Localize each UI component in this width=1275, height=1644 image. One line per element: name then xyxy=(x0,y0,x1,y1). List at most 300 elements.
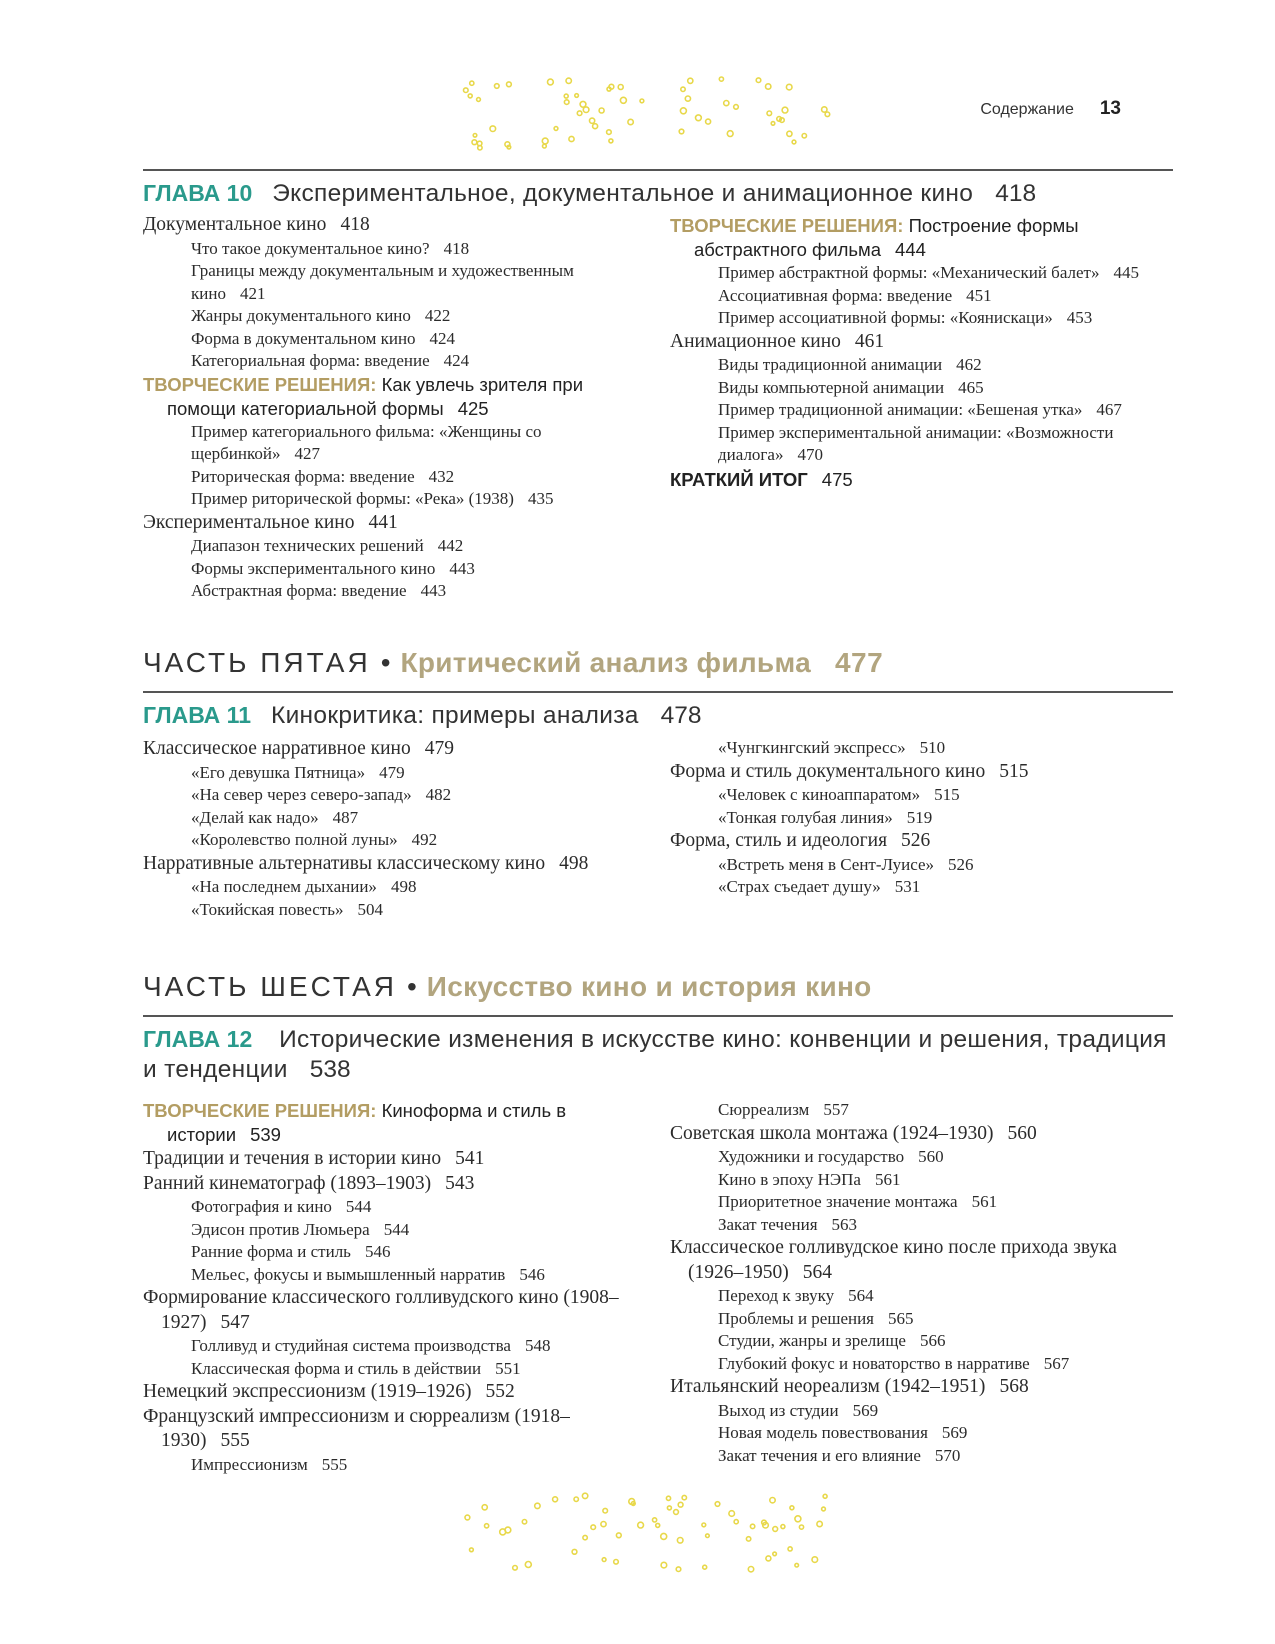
entry-title: Категориальная форма: введение xyxy=(191,351,430,370)
toc-subsection-entry xyxy=(670,1353,1160,1376)
decorative-dot xyxy=(468,94,472,98)
entry-page-number: 560 xyxy=(1007,1122,1037,1144)
entry-title: «Страх съедает душу» xyxy=(718,877,881,896)
entry-page-number: 510 xyxy=(919,738,946,757)
toc-section-entry xyxy=(143,852,633,877)
entry-title: Пример абстрактной формы: «Механический балет» xyxy=(718,263,1100,282)
entry-title: Приоритетное значение монтажа xyxy=(718,1192,958,1211)
entry-page-number: 548 xyxy=(524,1336,551,1355)
toc-subsection-entry xyxy=(670,422,1160,467)
entry-title: «Встреть меня в Сент-Луисе» xyxy=(718,854,935,874)
entry-title: Немецкий экспрессионизм (1919–1926) xyxy=(143,1381,472,1402)
decorative-dot xyxy=(795,1563,799,1567)
decorative-dot xyxy=(513,1566,518,1571)
decorative-dot xyxy=(825,112,830,117)
decorative-dot xyxy=(750,1524,754,1528)
page-number: 13 xyxy=(1099,98,1121,119)
entry-page-number: 566 xyxy=(919,1331,946,1350)
decorative-dot xyxy=(583,1535,587,1539)
decorative-dot xyxy=(823,1494,827,1498)
toc-section-entry xyxy=(143,1147,633,1172)
entry-page-number: 498 xyxy=(390,877,417,896)
entry-title: Пример риторической формы: «Река» (1938) xyxy=(191,489,514,508)
entry-title: Абстрактная форма: введение xyxy=(191,581,407,600)
decorative-dot xyxy=(674,1510,679,1515)
toc-subsection-entry xyxy=(670,1308,1160,1331)
decorative-dot xyxy=(548,79,554,85)
entry-page-number: 564 xyxy=(848,1286,874,1305)
decorative-dot xyxy=(465,1515,470,1520)
chapter12-rule xyxy=(143,1015,1173,1017)
entry-title: Художники и государство xyxy=(718,1147,905,1166)
toc-subsection-entry xyxy=(143,1454,633,1477)
toc-section-entry xyxy=(143,1405,633,1454)
entry-title: Закат течения xyxy=(718,1214,818,1234)
entry-page-number: 564 xyxy=(802,1261,832,1283)
creative-solutions-label: ТВОРЧЕСКИЕ РЕШЕНИЯ: xyxy=(143,1100,377,1121)
entry-page-number: 422 xyxy=(424,306,451,325)
decorative-dot xyxy=(603,1508,608,1513)
decorative-dot xyxy=(607,130,612,135)
decorative-dot xyxy=(577,111,582,116)
toc-subsection-entry xyxy=(143,535,633,558)
entry-title: Пример категориального фильма: «Женщины со щербинкой» xyxy=(191,421,542,463)
part5-bullet: • xyxy=(380,647,391,678)
entry-title: «Человек с киноаппаратом» xyxy=(718,785,921,804)
decorative-dot xyxy=(599,108,604,113)
decorative-dot xyxy=(601,1522,606,1527)
entry-page-number: 569 xyxy=(941,1423,968,1442)
decorative-dot xyxy=(482,1505,487,1510)
decorative-dot xyxy=(495,84,500,89)
entry-title: Пример традиционной анимации: «Бешеная утка» xyxy=(718,400,1083,419)
entry-title: Экспериментальное кино xyxy=(143,511,355,533)
chapter12-title: Исторические изменения в искусстве кино: конвенции и решения, традиция и тенденции xyxy=(143,1026,1167,1083)
toc-subsection-entry xyxy=(670,285,1160,308)
decorative-dot xyxy=(580,101,586,107)
entry-page-number: 425 xyxy=(457,397,489,419)
decorative-dot xyxy=(734,105,739,110)
entry-page-number: 453 xyxy=(1066,308,1093,327)
decorative-dot xyxy=(706,1534,710,1538)
decorative-dot xyxy=(607,87,611,91)
entry-page-number: 546 xyxy=(364,1242,391,1261)
part5-page: 477 xyxy=(834,647,884,678)
entry-title: «Токийская повесть» xyxy=(191,899,344,919)
chapter12-label: ГЛАВА 12 xyxy=(143,1026,253,1052)
toc-subsection-entry xyxy=(143,1335,633,1358)
entry-title: Диапазон технических решений xyxy=(191,536,424,555)
entry-title: Глубокий фокус и новаторство в нарративе xyxy=(718,1353,1030,1373)
toc-subsection-entry xyxy=(670,354,1160,377)
creative-solutions-entry xyxy=(143,1099,633,1147)
decorative-dot xyxy=(715,1502,720,1507)
toc-subsection-entry xyxy=(143,876,633,899)
decorative-dot xyxy=(802,134,806,138)
decorative-dot xyxy=(688,78,693,83)
decorative-dot xyxy=(679,129,684,134)
decorative-dot xyxy=(680,108,686,114)
entry-page-number: 555 xyxy=(321,1454,348,1474)
toc-subsection-entry xyxy=(670,807,1160,830)
entry-title: Проблемы и решения xyxy=(718,1308,875,1328)
decorative-dot xyxy=(706,119,711,124)
entry-page-number: 560 xyxy=(918,1147,944,1166)
entry-page-number: 543 xyxy=(445,1172,475,1194)
toc-subsection-entry xyxy=(670,1330,1160,1353)
decorative-dot xyxy=(729,1511,735,1517)
toc-subsection-entry xyxy=(143,1358,633,1381)
part5-title: Критический анализ фильма xyxy=(400,647,811,678)
entry-title: Импрессионизм xyxy=(191,1454,308,1474)
decorative-dot xyxy=(786,84,792,90)
decorative-dot xyxy=(812,1557,818,1563)
decorative-dot xyxy=(734,1520,738,1524)
toc-section-entry xyxy=(143,1172,633,1197)
decorative-dot xyxy=(773,1527,778,1532)
toc-subsection-entry xyxy=(143,1219,633,1242)
chapter10-right-column xyxy=(670,214,1160,493)
decorative-dot xyxy=(719,77,723,81)
entry-page-number: 519 xyxy=(906,807,933,827)
entry-page-number: 418 xyxy=(340,214,370,235)
part6-bullet: • xyxy=(406,971,417,1002)
toc-subsection-entry xyxy=(670,307,1160,330)
toc-subsection-entry xyxy=(670,1422,1160,1445)
chapter11-title: Кинокритика: примеры анализа xyxy=(271,702,639,729)
entry-page-number: 435 xyxy=(527,489,554,508)
toc-subsection-entry xyxy=(670,1099,1160,1122)
entry-title: Формирование классического голливудского кино (1908–1927) xyxy=(143,1287,619,1333)
toc-subsection-entry xyxy=(670,399,1160,422)
entry-page-number: 487 xyxy=(332,807,359,827)
decorative-dot xyxy=(574,1497,578,1501)
toc-subsection-entry xyxy=(143,829,633,852)
decorative-dot xyxy=(771,122,775,126)
decorative-dot xyxy=(781,1525,785,1529)
toc-subsection-entry xyxy=(670,262,1160,285)
toc-subsection-entry xyxy=(670,377,1160,400)
decorative-dot xyxy=(628,119,633,124)
toc-section-entry xyxy=(670,330,1160,355)
entry-page-number: 421 xyxy=(239,283,266,303)
toc-subsection-entry xyxy=(143,238,633,261)
entry-page-number: 567 xyxy=(1043,1353,1070,1373)
toc-subsection-entry xyxy=(143,807,633,830)
toc-section-entry xyxy=(143,737,633,762)
toc-subsection-entry xyxy=(670,876,1160,899)
decorative-dot xyxy=(566,78,571,83)
entry-page-number: 424 xyxy=(443,351,470,370)
chapter11-rule xyxy=(143,691,1173,693)
entry-page-number: 443 xyxy=(420,581,447,600)
entry-title: «Королевство полной луны» xyxy=(191,830,398,849)
decorative-dot xyxy=(790,1506,794,1510)
section-name: Содержание xyxy=(980,101,1074,118)
toc-section-entry xyxy=(143,1286,633,1335)
entry-title: Риторическая форма: введение xyxy=(191,466,415,486)
decorative-dot xyxy=(553,1497,558,1502)
decorative-dot xyxy=(525,1562,531,1568)
entry-page-number: 515 xyxy=(999,760,1029,782)
entry-page-number: 504 xyxy=(357,899,383,919)
toc-section-entry xyxy=(143,511,633,536)
decorative-dot xyxy=(678,1502,683,1507)
entry-page-number: 461 xyxy=(854,330,885,352)
entry-title: Нарративные альтернативы классическому кино xyxy=(143,852,546,874)
decorative-dot xyxy=(653,1518,657,1522)
toc-subsection-entry xyxy=(670,1191,1160,1214)
decorative-dot xyxy=(792,140,796,144)
decorative-dot xyxy=(817,1521,822,1526)
entry-page-number: 445 xyxy=(1113,263,1139,282)
decorative-dot xyxy=(746,1537,750,1541)
entry-page-number: 565 xyxy=(888,1308,914,1328)
toc-subsection-entry xyxy=(670,1169,1160,1192)
entry-page-number: 546 xyxy=(519,1264,545,1284)
decorative-dot xyxy=(591,1525,596,1530)
toc-subsection-entry xyxy=(670,854,1160,877)
entry-title: Голливуд и студийная система производства xyxy=(191,1336,511,1355)
decorative-dot xyxy=(787,131,792,136)
entry-page-number: 442 xyxy=(437,536,464,555)
entry-title: Форма, стиль и идеология xyxy=(670,830,888,851)
chapter10-page: 418 xyxy=(995,180,1037,207)
decorative-dot xyxy=(799,1525,803,1529)
entry-page-number: 551 xyxy=(495,1358,521,1378)
entry-title: КРАТКИЙ ИТОГ xyxy=(670,468,808,490)
entry-page-number: 498 xyxy=(559,852,589,874)
decorative-dot xyxy=(485,1524,489,1528)
decorative-dot xyxy=(470,81,474,85)
entry-title: Построение формы абстрактного фильма xyxy=(694,215,1079,260)
entry-title: Как увлечь зрителя при помощи категориальной формы xyxy=(167,373,584,419)
toc-section-entry xyxy=(143,213,633,238)
entry-title: Студии, жанры и зрелище xyxy=(718,1331,906,1350)
entry-page-number: 541 xyxy=(455,1148,485,1169)
entry-page-number: 563 xyxy=(831,1214,858,1234)
entry-title: Советская школа монтажа (1924–1930) xyxy=(670,1122,994,1144)
toc-subsection-entry xyxy=(143,260,633,305)
entry-title: «Его девушка Пятница» xyxy=(191,762,366,782)
decorative-dot xyxy=(682,1495,686,1499)
entry-title: «Делай как надо» xyxy=(191,807,319,827)
entry-title: Виды традиционной анимации xyxy=(718,355,943,374)
creative-solutions-entry xyxy=(143,373,633,421)
toc-subsection-entry xyxy=(143,762,633,785)
decorative-dot xyxy=(618,85,623,90)
chapter11-right-column xyxy=(670,737,1160,899)
toc-subsection-entry xyxy=(670,1400,1160,1423)
decorative-dot xyxy=(782,107,788,113)
toc-section-entry xyxy=(670,829,1160,854)
toc-section-entry xyxy=(670,760,1160,785)
decorative-dot xyxy=(677,1538,683,1544)
decorative-dot xyxy=(477,141,482,146)
decorative-dot xyxy=(535,1503,540,1508)
chapter11-label: ГЛАВА 11 xyxy=(143,702,251,728)
entry-page-number: 465 xyxy=(958,377,984,397)
entry-title: Жанры документального кино xyxy=(191,306,411,325)
chapter11-page: 478 xyxy=(660,702,702,729)
entry-page-number: 561 xyxy=(874,1169,901,1189)
toc-subsection-entry xyxy=(670,1445,1160,1468)
decorative-dot xyxy=(582,1493,587,1498)
entry-title: Эдисон против Люмьера xyxy=(191,1219,370,1239)
decorative-dot xyxy=(766,1556,771,1561)
decorative-dot xyxy=(666,1496,670,1500)
toc-subsection-entry xyxy=(143,328,633,351)
entry-title: Сюрреализм xyxy=(718,1100,810,1119)
entry-title: «Чунгкингский экспресс» xyxy=(718,738,906,757)
running-head xyxy=(980,98,1121,120)
toc-subsection-entry xyxy=(143,580,633,603)
part6-label: ЧАСТЬ ШЕСТАЯ xyxy=(143,971,397,1002)
toc-subsection-entry xyxy=(143,899,633,922)
decorative-dot xyxy=(795,1516,801,1522)
entry-page-number: 470 xyxy=(797,445,823,464)
entry-title: Итальянский неореализм (1942–1951) xyxy=(670,1376,986,1397)
toc-subsection-entry xyxy=(670,737,1160,760)
decorative-dot xyxy=(616,1533,621,1538)
toc-subsection-entry xyxy=(143,784,633,807)
decorative-dot xyxy=(681,87,685,91)
entry-page-number: 526 xyxy=(901,830,931,851)
entry-page-number: 570 xyxy=(934,1445,961,1465)
part6-heading xyxy=(143,970,872,1004)
decorative-dot xyxy=(676,1567,681,1572)
decorative-dot xyxy=(602,1558,606,1562)
entry-title: Границы между документальным и художественным кино xyxy=(191,261,574,303)
entry-title: Ранние форма и стиль xyxy=(191,1242,351,1261)
part6-title: Искусство кино и история кино xyxy=(426,971,872,1002)
entry-title: Документальное кино xyxy=(143,214,327,235)
decorative-dot xyxy=(522,1520,526,1524)
creative-solutions-label: ТВОРЧЕСКИЕ РЕШЕНИЯ: xyxy=(670,215,904,236)
decorative-dot xyxy=(470,1548,474,1552)
decorative-dot xyxy=(685,96,690,101)
entry-page-number: 424 xyxy=(429,328,456,348)
entry-title: Выход из студии xyxy=(718,1400,839,1420)
entry-page-number: 418 xyxy=(443,238,470,258)
decorative-dot xyxy=(661,1562,667,1568)
toc-subsection-entry xyxy=(143,350,633,373)
entry-title: Французский импрессионизм и сюрреализм (1918–1930) xyxy=(143,1405,570,1451)
toc-subsection-entry xyxy=(143,1264,633,1287)
entry-page-number: 482 xyxy=(425,785,452,804)
entry-page-number: 451 xyxy=(966,285,992,305)
decorative-dot xyxy=(767,111,772,116)
chapter12-left-column xyxy=(143,1099,633,1476)
entry-page-number: 555 xyxy=(220,1430,250,1451)
toc-section-entry xyxy=(143,1380,633,1405)
entry-page-number: 544 xyxy=(383,1219,410,1239)
toc-subsection-entry xyxy=(143,305,633,328)
chapter10-heading xyxy=(143,178,1173,209)
decorative-dot xyxy=(472,140,477,145)
entry-title: Традиции и течения в истории кино xyxy=(143,1148,442,1169)
entry-title: Пример ассоциативной формы: «Коянискаци» xyxy=(718,308,1053,327)
decorative-dot xyxy=(569,136,574,141)
entry-title: «На последнем дыхании» xyxy=(191,877,377,896)
decorative-dot xyxy=(620,97,626,103)
entry-title: Переход к звуку xyxy=(718,1286,835,1305)
chapter10-label: ГЛАВА 10 xyxy=(143,180,253,206)
decorative-dot xyxy=(667,1506,671,1510)
decorative-dot xyxy=(609,139,613,143)
entry-title: Пример экспериментальной анимации: «Возможности диалога» xyxy=(718,422,1114,464)
entry-page-number: 479 xyxy=(424,738,454,759)
decorative-dot xyxy=(593,124,598,129)
part5-heading xyxy=(143,646,883,680)
chapter12-right-column xyxy=(670,1099,1160,1467)
decorative-dot xyxy=(703,1565,707,1569)
decorative-dot xyxy=(696,115,702,121)
decorative-dot xyxy=(590,118,595,123)
chapter11-heading xyxy=(143,700,1173,731)
decorative-dot xyxy=(822,1507,826,1511)
decorative-dot xyxy=(756,78,761,83)
decorative-dot xyxy=(766,84,771,89)
entry-page-number: 467 xyxy=(1096,400,1122,419)
decorative-dot xyxy=(542,138,548,144)
entry-page-number: 492 xyxy=(411,830,438,849)
summary-entry xyxy=(670,467,1160,493)
toc-subsection-entry xyxy=(670,1214,1160,1237)
entry-page-number: 531 xyxy=(894,877,921,896)
decorative-dot xyxy=(464,88,469,93)
decorative-dot xyxy=(490,126,496,132)
entry-title: Ассоциативная форма: введение xyxy=(718,285,953,305)
entry-title: Ранний кинематограф (1893–1903) xyxy=(143,1172,432,1194)
entry-title: Кино в эпоху НЭПа xyxy=(718,1169,861,1189)
entry-page-number: 561 xyxy=(971,1192,998,1211)
entry-page-number: 475 xyxy=(821,468,853,490)
entry-title: Анимационное кино xyxy=(670,330,841,352)
decorative-dot xyxy=(543,144,547,148)
decorative-dot xyxy=(572,1549,577,1554)
decorative-dots-bottom xyxy=(460,1490,840,1575)
toc-subsection-entry xyxy=(670,1285,1160,1308)
decorative-dots-top xyxy=(460,68,840,153)
toc-subsection-entry xyxy=(143,466,633,489)
decorative-dot xyxy=(614,1560,619,1565)
chapter11-left-column xyxy=(143,737,633,921)
decorative-dot xyxy=(748,1567,753,1572)
decorative-dot xyxy=(575,94,579,98)
toc-subsection-entry xyxy=(143,488,633,511)
entry-title: Форма и стиль документального кино xyxy=(670,760,986,782)
decorative-dot xyxy=(507,82,512,87)
toc-section-entry xyxy=(670,1375,1160,1400)
toc-subsection-entry xyxy=(143,1241,633,1264)
decorative-dot xyxy=(822,107,827,112)
toc-subsection-entry xyxy=(143,1196,633,1219)
decorative-dot xyxy=(505,142,510,147)
entry-title: Фотография и кино xyxy=(191,1197,332,1216)
toc-section-entry xyxy=(670,1122,1160,1147)
toc-subsection-entry xyxy=(670,784,1160,807)
entry-page-number: 526 xyxy=(948,854,974,874)
entry-page-number: 552 xyxy=(485,1381,515,1402)
toc-section-entry xyxy=(670,1236,1160,1285)
entry-title: Мельес, фокусы и вымышленный нарратив xyxy=(191,1264,506,1284)
entry-title: «Тонкая голубая линия» xyxy=(718,807,893,827)
entry-page-number: 427 xyxy=(294,444,320,463)
part5-label: ЧАСТЬ ПЯТАЯ xyxy=(143,647,371,678)
entry-page-number: 462 xyxy=(956,355,982,374)
entry-title: Классическое голливудское кино после прихода звука (1926–1950) xyxy=(670,1237,1117,1283)
